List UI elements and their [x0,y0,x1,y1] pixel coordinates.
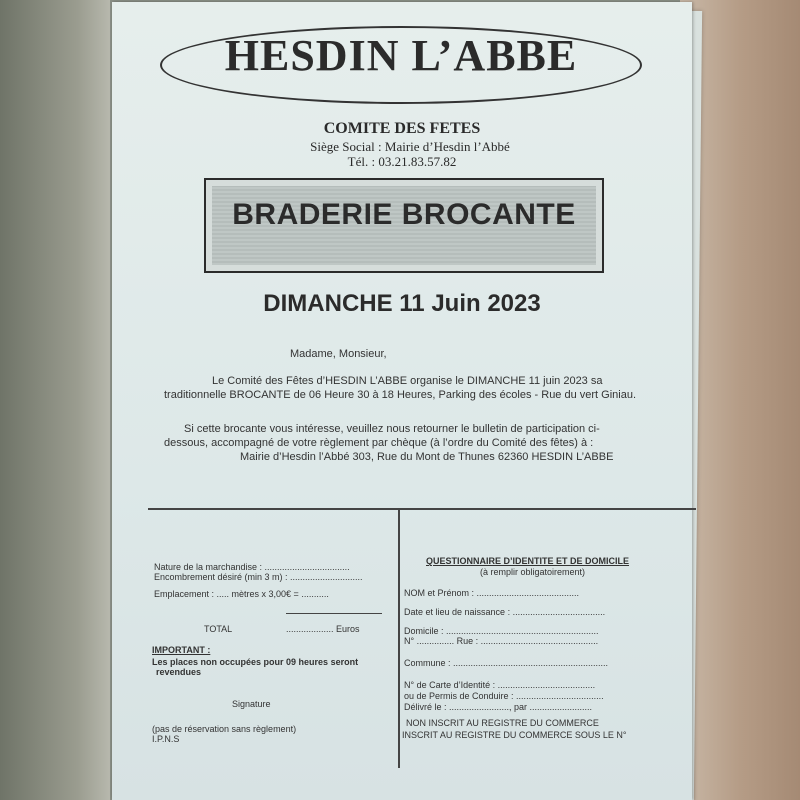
field-delivered[interactable]: Délivré le : ........................, par ......................... [404,702,593,712]
banner-text: BRADERIE BROCANTE [232,198,576,231]
paragraph-1-line-2: traditionnelle BROCANTE de 06 Heure 30 à 18 Heures, Parking des écoles - Rue du vert Giniau. [164,389,637,401]
paragraph-2-line-3: Mairie d’Hesdin l’Abbé 303, Rue du Mont de Thunes 62360 HESDIN L’ABBE [240,451,614,463]
paragraph-2-line-2: dessous, accompagné de votre règlement par chèque (à l’ordre du Comité des fêtes) à : [164,437,594,449]
field-domicile[interactable]: Domicile : ............................................................. [404,626,599,636]
important-label: IMPORTANT : [152,645,211,655]
field-street[interactable]: N° ............... Rue : ............................................... [404,636,599,646]
form-middle-divider [398,508,400,768]
notice-line-1: Les places non occupées pour 09 heures seront [152,657,359,667]
total-rule [286,613,382,614]
ipns-label: I.P.N.S [152,734,180,744]
no-reservation-note: (pas de réservation sans règlement) [152,724,297,734]
total-label: TOTAL [204,624,233,634]
questionnaire-subheading: (à remplir obligatoirement) [480,567,586,577]
page-title: HESDIN L’ABBE [224,31,578,80]
field-encombrement[interactable]: Encombrement désiré (min 3 m) : ............................. [154,572,363,582]
field-commune[interactable]: Commune : .............................................................. [404,658,609,668]
not-registered-option[interactable]: NON INSCRIT AU REGISTRE DU COMMERCE [406,718,599,728]
letter-paragraph-1 [164,374,684,402]
field-id-card[interactable]: N° de Carte d’Identité : ....................................... [404,680,596,690]
signature-label: Signature [232,699,271,709]
registered-option[interactable]: INSCRIT AU REGISTRE DU COMMERCE SOUS LE N° [402,730,627,740]
letter-paragraph-2 [164,422,684,464]
committee-name: COMITE DES FETES [323,120,481,137]
paragraph-2-line-1: Si cette brocante vous intéresse, veuillez nous retourner le bulletin de participation ci- [184,423,600,435]
field-name[interactable]: NOM et Prénom : ......................................... [404,588,580,598]
field-permit[interactable]: ou de Permis de Conduire : ................................... [404,691,604,701]
form-top-divider [148,508,696,510]
event-banner [204,178,604,273]
background-left [0,0,110,800]
questionnaire-heading: QUESTIONNAIRE D’IDENTITE ET DE DOMICILE [426,556,630,566]
flyer-sheet [112,2,692,800]
field-nature[interactable]: Nature de la marchandise : .................................. [154,562,350,572]
committee-phone: Tél. : 03.21.83.57.82 [347,154,457,169]
salutation: Madame, Monsieur, [290,348,387,360]
field-emplacement[interactable]: Emplacement : ..... mètres x 3,00€ = ........... [154,589,329,599]
committee-seat: Siège Social : Mairie d’Hesdin l’Abbé [310,139,510,154]
field-birth[interactable]: Date et lieu de naissance : ..................................... [404,607,606,617]
event-date: DIMANCHE 11 Juin 2023 [263,290,541,317]
paragraph-1-line-1: Le Comité des Fêtes d’HESDIN L’ABBE organise le DIMANCHE 11 juin 2023 sa [212,375,603,387]
notice-line-2: revendues [156,667,202,677]
field-total[interactable]: ................... Euros [286,624,360,634]
